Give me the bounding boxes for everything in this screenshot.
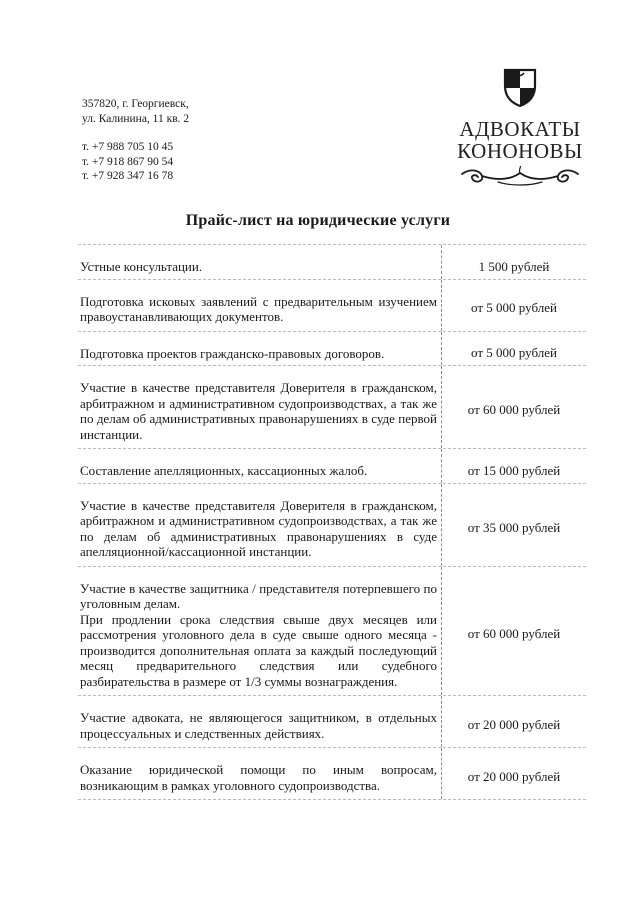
price-row [78,748,586,800]
logo-text-line1: АДВОКАТЫ [459,117,581,141]
price-row [78,245,586,280]
service-description: Участие в качестве представителя Доверителя в гражданском, арбитражном и административном судопроизводствах, а так же по делам об административных правонарушениях в суде апелляционной/кассационной инстанции. [78,484,442,566]
service-price: от 60 000 рублей [467,625,561,641]
contact-block [82,97,189,184]
logo-text-line2: КОНОНОВЫ [457,139,583,163]
page-title: Прайс-лист на юридические услуги [185,212,451,229]
address-line: 357820, г. Георгиевск, [82,98,189,110]
service-price: от 5 000 рублей [471,300,557,315]
price-row [78,449,586,484]
price-row [78,484,586,567]
service-description: Подготовка исковых заявлений с предварительным изучением правоустанавливающих документов. [78,280,442,331]
service-description: Участие в качестве представителя Доверителя в гражданском, арбитражном и административном судопроизводствах, а так же по делам об административных правонарушениях в суде первой инстанции. [78,366,442,448]
service-price: от 35 000 рублей [467,519,561,535]
service-description: Участие адвоката, не являющегося защитником, в отдельных процессуальных и следственных действиях. [78,696,442,747]
price-row [78,567,586,697]
service-price: от 15 000 рублей [467,462,561,478]
price-row [78,332,586,367]
price-row [78,280,586,332]
service-description: Устные консультации. [78,245,442,279]
service-description: Составление апелляционных, кассационных жалоб. [78,449,442,483]
service-price: от 20 000 рублей [467,768,561,784]
price-row [78,366,586,449]
service-price: 1 500 рублей [478,258,550,274]
address-line: ул. Калинина, 11 кв. 2 [82,112,190,125]
phone-number: т. +7 928 347 16 78 [82,170,174,182]
service-description: Оказание юридической помощи по иным вопросам, возникающим в рамках уголовного судопроизводства. [78,748,442,799]
service-description: Подготовка проектов гражданско-правовых договоров. [78,332,442,366]
price-table [78,244,586,800]
service-price: от 60 000 рублей [467,402,561,417]
service-price: от 5 000 рублей [471,345,557,360]
service-description: Участие в качестве защитника / представителя потерпевшего по уголовным делам. При продлении срока следствия свыше двух месяцев или рассмотрения уголовного дела в суде свыше одного месяца - производится дополнительная оплата за каждый последующий месяц предварительного следствия или судебного разбирательства в размере от 1/3 суммы вознаграждения. [78,567,442,696]
service-price: от 20 000 рублей [467,716,561,732]
phone-number: т. +7 918 867 90 54 [82,155,174,168]
phone-number: т. +7 988 705 10 45 [82,141,174,153]
shield-icon [503,68,537,108]
price-row [78,696,586,748]
flourish-ornament-icon [458,166,582,188]
firm-logo [455,68,585,188]
